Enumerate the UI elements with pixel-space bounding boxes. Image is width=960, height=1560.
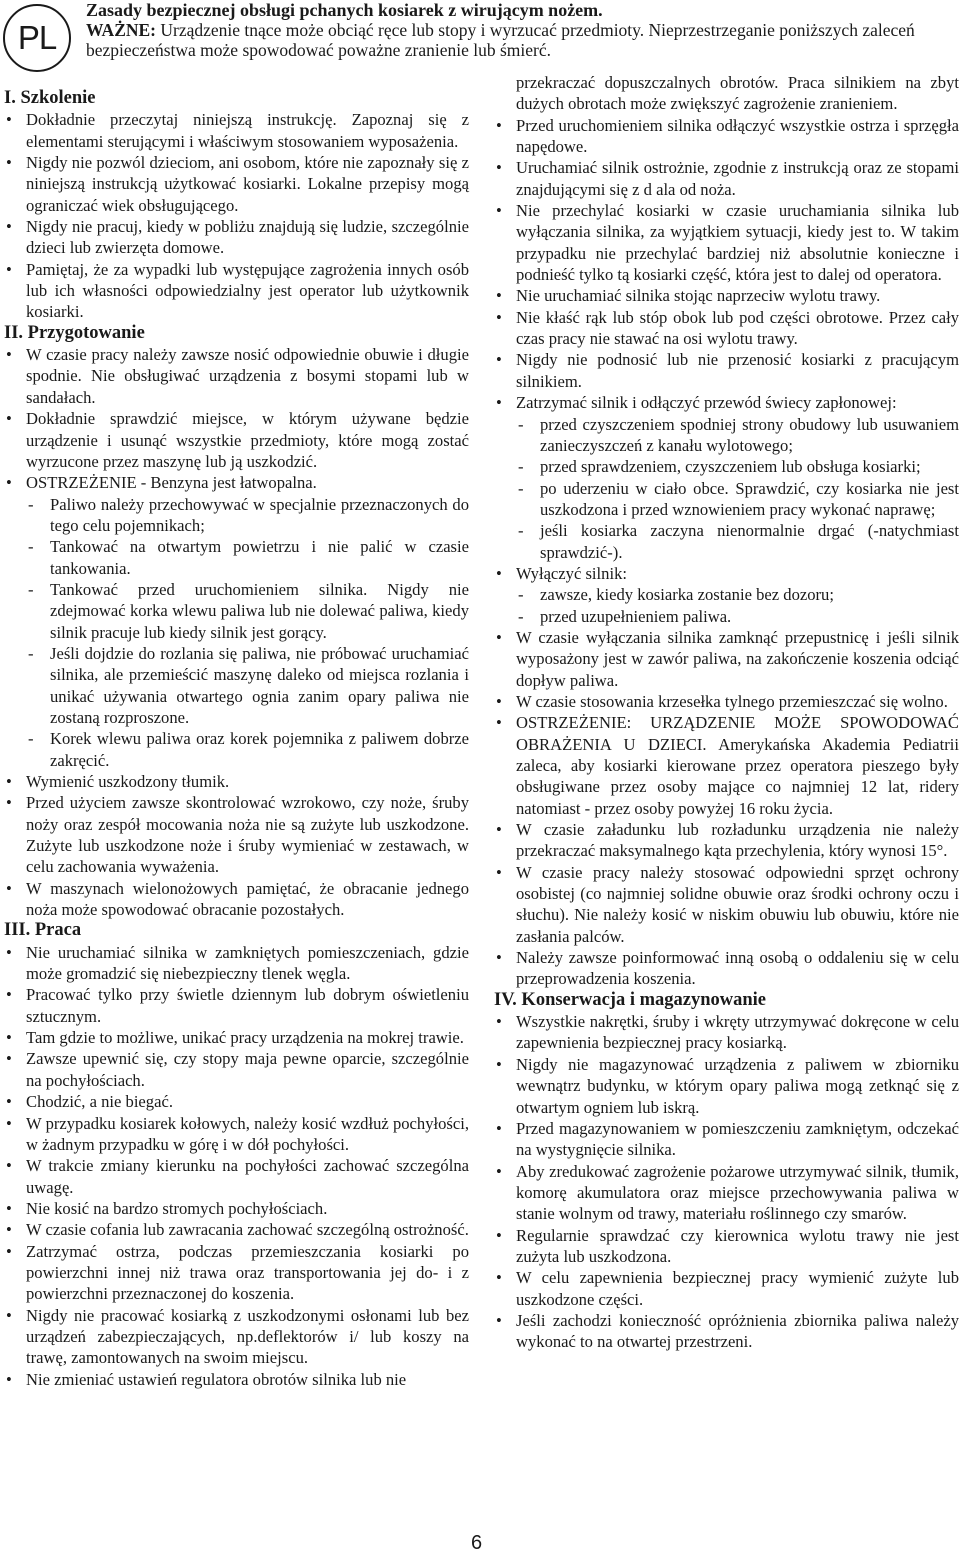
list-item: • Nie zmieniać ustawień regulatora obrotów silnika lub nie: [4, 1369, 469, 1390]
list-item: • Przed uruchomieniem silnika odłączyć wszystkie ostrza i sprzęgła napędowe.: [494, 115, 959, 158]
sub-list-item: - przed czyszczeniem spodniej strony obudowy lub usuwaniem zanieczyszczeń z kanału wylotowego;: [494, 414, 959, 457]
list-item: • W celu zapewnienia bezpiecznej pracy wymienić zużyte lub uszkodzone części.: [494, 1267, 959, 1310]
sub-list-item: - Tankować na otwartym powietrzu i nie palić w czasie tankowania.: [4, 536, 469, 579]
list-item: • Przed magazynowaniem w pomieszczeniu zamkniętym, odczekać na wystygnięcie silnika.: [494, 1118, 959, 1161]
list-item: • W czasie pracy należy zawsze nosić odpowiednie obuwie i długie spodnie. Nie obsługiwać urządzenia z bosymi stopami lub w sandałach.: [4, 344, 469, 408]
list-item: • Przed użyciem zawsze skontrolować wzrokowo, czy noże, śruby noży oraz zespół mocowania noża nie są zużyte lub uszkodzone. Zużyte lub uszkodzone noże i śruby wymieniać w zestawach, w celu zachowania wyważenia.: [4, 792, 469, 877]
section-heading: II. Przygotowanie: [4, 322, 145, 343]
list-item: • W czasie wyłączania silnika zamknąć przepustnicę i jeśli silnik wyposażony jest w zawór paliwa, na zakończenie koszenia odciąć dopływ paliwa.: [494, 627, 959, 691]
list-item: • Nigdy nie pozwól dzieciom, ani osobom, które nie zapoznały się z niniejszą instrukcją użytkować kosiarki. Lokalne przepisy mogą ograniczać wiek obsługującego.: [4, 152, 469, 216]
list-item: • OSTRZEŻENIE: URZĄDZENIE MOŻE SPOWODOWAĆ OBRAŻENIA U DZIECI. Amerykańska Akademia Pediatrii zaleca, aby kosiarki kierowane przez operatora pieszego były obsługiwane przez osoby mające co najmniej 12 lat, ridery natomiast - przez osoby powyżej 16 roku życia.: [494, 712, 959, 819]
list-item: • Zatrzymać silnik i odłączyć przewód świecy zapłonowej:: [494, 392, 959, 413]
list-item: • W czasie cofania lub zawracania zachować szczególną ostrożność.: [4, 1219, 469, 1240]
list-item: • W przypadku kosiarek kołowych, należy kosić wzdłuż pochyłości, w żadnym przypadku w górę i w dół pochyłości.: [4, 1113, 469, 1156]
list-item: • Nie uruchamiać silnika w zamkniętych pomieszczeniach, gdzie może gromadzić się niebezpieczny tlenek węgla.: [4, 942, 469, 985]
list-item: • Nie kłaść rąk lub stóp obok lub pod części obrotowe. Przez cały czas pracy nie stawać na osi wylotu trawy.: [494, 307, 959, 350]
section-heading: III. Praca: [4, 920, 82, 941]
document-header: [86, 0, 958, 60]
sub-list-item: - przed uzupełnieniem paliwa.: [494, 606, 959, 627]
sub-list-item: - Paliwo należy przechowywać w specjalnie przeznaczonych do tego celu pojemnikach;: [4, 494, 469, 537]
page-number: 6: [471, 1532, 483, 1554]
section-heading: IV. Konserwacja i magazynowanie: [494, 989, 767, 1010]
list-item: • Zawsze upewnić się, czy stopy maja pewne oparcie, szczególnie na pochyłościach.: [4, 1048, 469, 1091]
list-item: • Nigdy nie pracować kosiarką z uszkodzonymi osłonami lub bez urządzeń zabezpieczających, np.deflektorów i/ lub koszy na trawę, zamontowanych na swoim miejscu.: [4, 1305, 469, 1369]
list-item: • Wymienić uszkodzony tłumik.: [4, 771, 469, 792]
list-item: • Chodzić, a nie biegać.: [4, 1091, 469, 1112]
sub-list-item: - Jeśli dojdzie do rozlania się paliwa, nie próbować uruchamiać silnika, ale przemieścić maszynę daleko od miejsca rozlania i unikać używania otwartego ognia zanim opary paliwa nie zostaną rozproszone.: [4, 643, 469, 728]
document-title: Zasady bezpiecznej obsługi pchanych kosiarek z wirującym nożem.: [86, 0, 603, 20]
list-item: • Nigdy nie pracuj, kiedy w pobliżu znajdują się ludzie, szczególnie dzieci lub zwierzęta domowe.: [4, 216, 469, 259]
list-item: • Zatrzymać ostrza, podczas przemieszczania kosiarki po powierzchni innej niż trawa oraz transportowania jej do- i z powierzchni przeznaczonej do koszenia.: [4, 1241, 469, 1305]
list-item: • Jeśli zachodzi konieczność opróżnienia zbiornika paliwa należy wykonać to na otwartej przestrzeni.: [494, 1310, 959, 1353]
sub-list-item: - jeśli kosiarka zaczyna nienormalnie drgać (-natychmiast sprawdzić-).: [494, 520, 959, 563]
instruction-list: [494, 72, 959, 990]
list-item: • W trakcie zmiany kierunku na pochyłości zachować szczególna uwagę.: [4, 1155, 469, 1198]
sub-list-item: - przed sprawdzeniem, czyszczeniem lub obsługa kosiarki;: [494, 456, 959, 477]
list-item: przekraczać dopuszczalnych obrotów. Praca silnikiem na zbyt dużych obrotach może zwiększyć zagrożenie zranieniem.: [516, 73, 959, 114]
left-column: [4, 88, 469, 1390]
warning-body: Urządzenie tnące może obciąć ręce lub stopy i wyrzucać przedmioty. Nieprzestrzeganie poniższych zaleceń bezpieczeństwa może spowodować poważne zranienie lub śmierć.: [86, 20, 915, 60]
right-column: [494, 72, 959, 1353]
list-item: • OSTRZEŻENIE - Benzyna jest łatwopalna.: [4, 472, 469, 493]
list-item: • Dokładnie przeczytaj niniejszą instrukcję. Zapoznaj się z elementami sterującymi i właściwym stosowaniem wyposażenia.: [4, 109, 469, 152]
instruction-list: [4, 344, 469, 920]
list-item: • W czasie stosowania krzesełka tylnego przemieszczać się wolno.: [494, 691, 959, 712]
list-item: • Nigdy nie podnosić lub nie przenosić kosiarki z pracującym silnikiem.: [494, 349, 959, 392]
list-item: • Pracować tylko przy świetle dziennym lub dobrym oświetleniu sztucznym.: [4, 984, 469, 1027]
warning-text: [86, 20, 958, 60]
list-item: • W czasie załadunku lub rozładunku urządzenia nie należy przekraczać maksymalnego kąta przechylenia, który wynosi 15°.: [494, 819, 959, 862]
language-badge: PL: [3, 4, 71, 72]
sub-list-item: - Tankować przed uruchomieniem silnika. Nigdy nie zdejmować korka wlewu paliwa lub nie dolewać paliwa, kiedy silnik pracuje lub kiedy silnik jest gorący.: [4, 579, 469, 643]
list-item: • Regularnie sprawdzać czy kierownica wylotu trawy nie jest zużyta lub uszkodzona.: [494, 1225, 959, 1268]
list-item: • W czasie pracy należy stosować odpowiedni sprzęt ochrony osobistej (co najmniej solidne obuwie oraz środki ochrony oczu i słuchu). Nie należy kosić w niskim obuwiu lub obuwiu, które nie zasłania palców.: [494, 862, 959, 947]
list-item: • Aby zredukować zagrożenie pożarowe utrzymywać silnik, tłumik, komorę akumulatora oraz miejsce przechowywania paliwa w stanie wolnym od trawy, materiału roślinnego czy smarów.: [494, 1161, 959, 1225]
sub-list-item: - Korek wlewu paliwa oraz korek pojemnika z paliwem dobrze zakręcić.: [4, 728, 469, 771]
section-heading: I. Szkolenie: [4, 88, 96, 108]
sub-list-item: - zawsze, kiedy kosiarka zostanie bez dozoru;: [494, 584, 959, 605]
list-item: • Wszystkie nakrętki, śruby i wkręty utrzymywać dokręcone w celu zapewnienia bezpiecznej pracy kosiarką.: [494, 1011, 959, 1054]
list-item: • Należy zawsze poinformować inną osobą o oddaleniu się w celu przeprowadzenia koszenia.: [494, 947, 959, 990]
list-item: • Uruchamiać silnik ostrożnie, zgodnie z instrukcją oraz ze stopami znajdującymi się z d ala od noża.: [494, 157, 959, 200]
list-item: • Dokładnie sprawdzić miejsce, w którym używane będzie urządzenie i usunąć wszystkie przedmioty, które mogą zostać wyrzucone przez maszynę lub ją uszkodzić.: [4, 408, 469, 472]
list-item: • Pamiętaj, że za wypadki lub występujące zagrożenia innych osób lub ich własności odpowiedzialny jest operator lub użytkownik kosiarki.: [4, 259, 469, 323]
list-item: • Nie kosić na bardzo stromych pochyłościach.: [4, 1198, 469, 1219]
list-item: • Nie przechylać kosiarki w czasie uruchamiania silnika lub wyłączania silnika, za wyjątkiem sytuacji, kiedy jest to. W takim przypadku nie przechylać bardziej niż absolutnie konieczne i podnieść tylko tą kosiarki część, która jest to dalej od operatora.: [494, 200, 959, 285]
warning-label: WAŻNE:: [86, 20, 157, 40]
list-item: • Nie uruchamiać silnika stojąc naprzeciw wylotu trawy.: [494, 285, 959, 306]
list-item: • Wyłączyć silnik:: [494, 563, 959, 584]
sub-list-item: - po uderzeniu w ciało obce. Sprawdzić, czy kosiarka nie jest uszkodzona i przed wznowieniem pracy wykonać naprawę;: [494, 478, 959, 521]
instruction-list: [4, 109, 469, 322]
instruction-list: [4, 942, 469, 1390]
list-item: • Tam gdzie to możliwe, unikać pracy urządzenia na mokrej trawie.: [4, 1027, 469, 1048]
instruction-list: [494, 1011, 959, 1353]
list-item: • W maszynach wielonożowych pamiętać, że obracanie jednego noża może spowodować obracanie pozostałych.: [4, 878, 469, 921]
list-item: • Nigdy nie magazynować urządzenia z paliwem w zbiorniku wewnątrz budynku, w którym opary paliwa mogą zetknąć się z otwartym ogniem lub iskrą.: [494, 1054, 959, 1118]
